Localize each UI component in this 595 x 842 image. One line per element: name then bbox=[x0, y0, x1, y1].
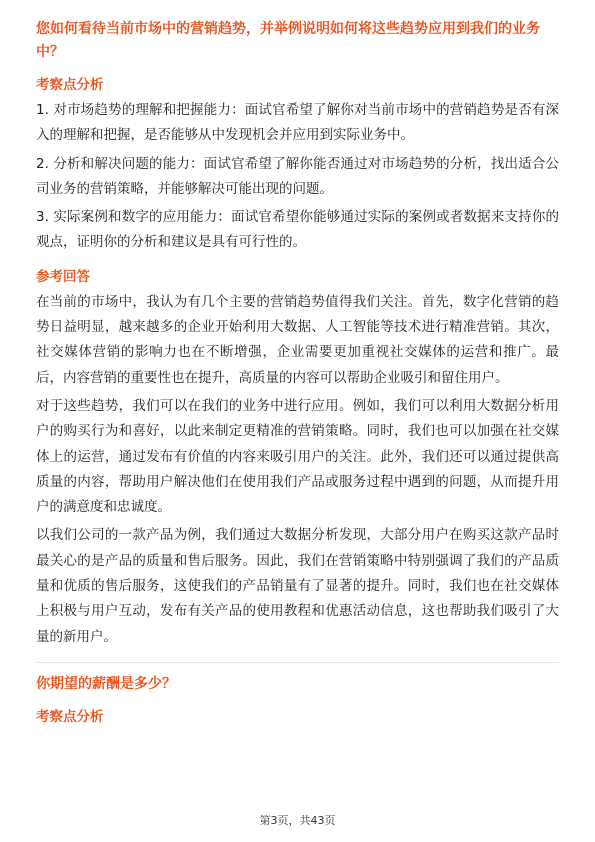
question-heading: 你期望的薪酬是多少？ bbox=[36, 675, 176, 692]
analysis-item: 2. 分析和解决问题的能力：面试官希望了解你能否通过对市场趋势的分析，找出适合公司业务的营销策略，并能够解决可能出现的问题。 bbox=[36, 155, 559, 197]
answer-paragraph: 对于这些趋势，我们可以在我们的业务中进行应用。例如，我们可以利用大数据分析用户的购买行为和喜好，以此来制定更精准的营销策略。同时，我们也可以加强在社交媒体上的运营，通过发布有价值的内容来吸引用户的关注。此外，我们还可以通过提供高质量的内容，帮助用户解决他们在使用我们产品或服务过程中遇到的问题，从而提升用户的满意度和忠诚度。 bbox=[36, 397, 559, 516]
section-divider bbox=[36, 662, 559, 663]
analysis-item: 3. 实际案例和数字的应用能力：面试官希望你能够通过实际的案例或者数据来支持你的观点，证明你的分析和建议是具有可行性的。 bbox=[36, 209, 559, 251]
page-footer: 第3页，共43页 bbox=[259, 814, 336, 827]
analysis-item: 1. 对市场趋势的理解和把握能力：面试官希望了解你对当前市场中的营销趋势是否有深入的理解和把握，是否能够从中发现机会并应用到实际业务中。 bbox=[36, 102, 559, 144]
answer-section-title: 参考回答 bbox=[36, 268, 90, 285]
answer-paragraph: 在当前的市场中，我认为有几个主要的营销趋势值得我们关注。首先，数字化营销的趋势日益明显，越来越多的企业开始利用大数据、人工智能等技术进行精准营销。其次，社交媒体营销的影响力也在不断增强，企业需要更加重视社交媒体的运营和推广。最后，内容营销的重要性也在提升，高质量的内容可以帮助企业吸引和留住用户。 bbox=[36, 293, 559, 386]
document-page bbox=[36, 18, 559, 730]
analysis-section-title: 考察点分析 bbox=[36, 708, 104, 725]
answer-paragraph: 以我们公司的一款产品为例，我们通过大数据分析发现，大部分用户在购买这款产品时最关心的是产品的质量和售后服务。因此，我们在营销策略中特别强调了我们的产品质量和优质的售后服务，这使我们的产品销量有了显著的提升。同时，我们也在社交媒体上积极与用户互动，发布有关产品的使用教程和优惠活动信息，这也帮助我们吸引了大量的新用户。 bbox=[36, 527, 559, 645]
analysis-section-title: 考察点分析 bbox=[36, 77, 104, 93]
question-heading: 您如何看待当前市场中的营销趋势，并举例说明如何将这些趋势应用到我们的业务中？ bbox=[36, 21, 540, 60]
